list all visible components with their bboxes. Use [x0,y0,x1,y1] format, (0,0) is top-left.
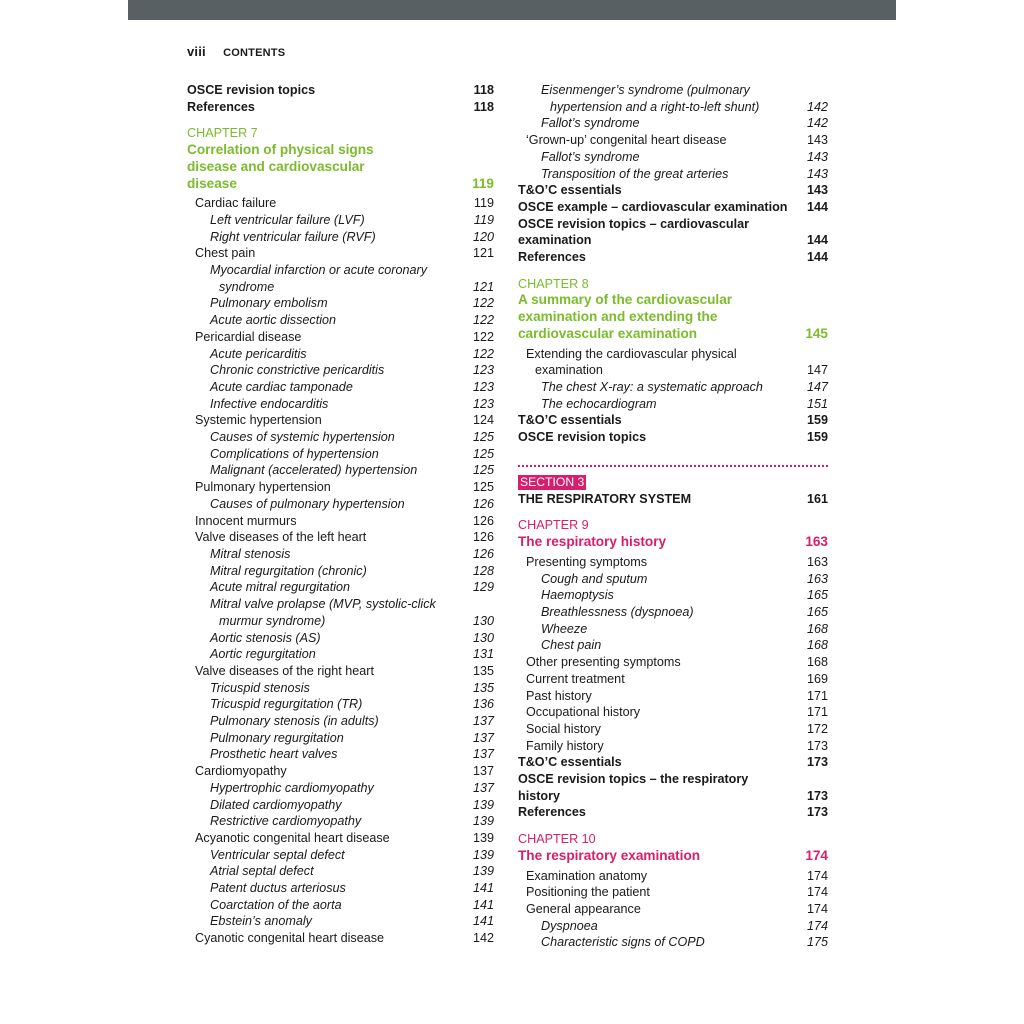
toc-entry[interactable]: Mitral stenosis 126 [210,546,494,561]
toc-entry[interactable]: Atrial septal defect 139 [210,864,494,879]
toc-entry[interactable]: Pulmonary hypertension 125 [195,480,494,495]
toc-entry[interactable]: Mitral valve prolapse (MVP, systolic-click murmur syndrome) 130 [210,597,494,628]
toc-entry[interactable]: Acute mitral regurgitation 129 [210,580,494,595]
toc-entry[interactable]: Past history 171 [526,688,828,703]
toc-entry[interactable]: Myocardial infarction or acute coronary syndrome 121 [210,263,494,294]
chapter-8-label: CHAPTER 8 [518,276,589,291]
toc-entry[interactable]: The chest X-ray: a systematic approach 147 [541,379,828,394]
toc-entry[interactable]: Coarctation of the aorta 141 [210,897,494,912]
chapter-10-title[interactable]: The respiratory examination 174 [518,847,828,863]
toc-entry[interactable]: Restrictive cardiomyopathy 139 [210,814,494,829]
toc-entry[interactable]: OSCE revision topics 118 [187,83,494,97]
chapter-10-label: CHAPTER 10 [518,832,596,847]
toc-entry[interactable]: OSCE revision topics – cardiovascular examination 144 [518,216,828,248]
toc-entry[interactable]: Fallot’s syndrome 142 [541,116,828,131]
toc-left-column [187,82,494,947]
toc-entry[interactable]: Cardiomyopathy 137 [195,764,494,779]
chapter-9-title[interactable]: The respiratory history 163 [518,534,828,550]
toc-entry[interactable]: Pericardial disease 122 [195,329,494,344]
toc-entry[interactable]: General appearance 174 [526,901,828,916]
toc-right-column [518,82,828,951]
toc-entry[interactable]: Tricuspid stenosis 135 [210,680,494,695]
chapter-7-title[interactable]: Correlation of physical signs disease and cardiovascular disease 119 [187,142,494,191]
toc-entry[interactable]: References 144 [518,250,828,265]
section-3-badge: SECTION 3 [520,474,585,489]
toc-entry[interactable]: Causes of pulmonary hypertension 126 [210,496,494,511]
toc-entry[interactable]: Current treatment 169 [526,671,828,686]
toc-entry[interactable]: Ebstein’s anomaly 141 [210,914,494,929]
toc-entry[interactable]: References 173 [518,805,828,820]
toc-entry[interactable]: Transposition of the great arteries 143 [541,166,828,181]
toc-entry[interactable]: Occupational history 171 [526,705,828,720]
toc-entry[interactable]: T&O’C essentials 159 [518,413,828,428]
toc-entry[interactable]: Aortic stenosis (AS) 130 [210,630,494,645]
toc-entry[interactable]: Chest pain 121 [195,246,494,261]
toc-entry[interactable]: Characteristic signs of COPD 175 [541,935,828,950]
toc-entry[interactable]: Cardiac failure 119 [195,196,494,211]
toc-entry[interactable]: Cyanotic congenital heart disease 142 [195,931,494,946]
toc-entry[interactable]: Pulmonary embolism 122 [210,296,494,311]
toc-entry[interactable]: Acute pericarditis 122 [210,346,494,361]
toc-entry[interactable]: Breathlessness (dyspnoea) 165 [541,604,828,619]
toc-entry[interactable]: OSCE revision topics – the respiratory history 173 [518,772,828,803]
toc-entry[interactable]: Right ventricular failure (RVF) 120 [210,229,494,244]
toc-entry[interactable]: Tricuspid regurgitation (TR) 136 [210,697,494,712]
toc-entry[interactable]: Left ventricular failure (LVF) 119 [210,212,494,227]
chapter-7-label: CHAPTER 7 [187,126,258,141]
toc-entry[interactable]: Dyspnoea 174 [541,918,828,933]
toc-entry[interactable]: Valve diseases of the right heart 135 [195,663,494,678]
toc-entry[interactable]: Extending the cardiovascular physical examination 147 [526,346,828,378]
toc-entry[interactable]: Complications of hypertension 125 [210,446,494,461]
toc-entry[interactable]: Causes of systemic hypertension 125 [210,430,494,445]
toc-entry[interactable]: Other presenting symptoms 168 [526,655,828,670]
toc-entry[interactable]: Haemoptysis 165 [541,588,828,603]
toc-entry[interactable]: Presenting symptoms 163 [526,554,828,569]
toc-entry[interactable]: Family history 173 [526,738,828,753]
toc-entry[interactable]: Ventricular septal defect 139 [210,847,494,862]
toc-entry[interactable]: OSCE example – cardiovascular examination 144 [518,199,828,214]
toc-entry[interactable]: Malignant (accelerated) hypertension 125 [210,463,494,478]
toc-entry[interactable]: Examination anatomy 174 [526,868,828,883]
toc-entry[interactable]: T&O’C essentials 173 [518,755,828,770]
toc-entry[interactable]: Innocent murmurs 126 [195,513,494,528]
toc-entry[interactable]: Mitral regurgitation (chronic) 128 [210,563,494,578]
toc-entry[interactable]: Acute aortic dissection 122 [210,313,494,328]
toc-entry[interactable]: Pulmonary regurgitation 137 [210,730,494,745]
toc-entry[interactable]: OSCE revision topics 159 [518,430,828,445]
toc-entry[interactable]: T&O’C essentials 143 [518,183,828,198]
toc-entry[interactable]: Pulmonary stenosis (in adults) 137 [210,714,494,729]
toc-entry[interactable]: Fallot’s syndrome 143 [541,149,828,164]
header-title: CONTENTS [223,47,286,59]
toc-entry[interactable]: Eisenmenger’s syndrome (pulmonary hypertension and a right-to-left shunt) 142 [541,83,828,114]
toc-entry[interactable]: Dilated cardiomyopathy 139 [210,797,494,812]
toc-entry[interactable]: Hypertrophic cardiomyopathy 137 [210,780,494,795]
toc-entry[interactable]: Infective endocarditis 123 [210,396,494,411]
toc-entry[interactable]: Acyanotic congenital heart disease 139 [195,830,494,845]
chapter-8-title[interactable]: A summary of the cardiovascular examination and extending the cardiovascular examination 145 [518,292,828,341]
toc-entry[interactable]: References 118 [187,99,494,114]
section-divider [518,465,828,467]
section-3-title[interactable]: THE RESPIRATORY SYSTEM 161 [518,491,828,506]
chapter-9-label: CHAPTER 9 [518,518,589,533]
toc-entry[interactable]: Aortic regurgitation 131 [210,647,494,662]
toc-entry[interactable]: Chronic constrictive pericarditis 123 [210,363,494,378]
toc-entry[interactable]: Systemic hypertension 124 [195,413,494,428]
top-color-bar [128,0,896,20]
toc-entry[interactable]: Social history 172 [526,721,828,736]
toc-entry[interactable]: Positioning the patient 174 [526,885,828,900]
toc-entry[interactable]: The echocardiogram 151 [541,396,828,411]
toc-entry[interactable]: Wheeze 168 [541,621,828,636]
toc-entry[interactable]: Valve diseases of the left heart 126 [195,530,494,545]
header-page-number: viii [187,44,206,59]
toc-entry[interactable]: Prosthetic heart valves 137 [210,747,494,762]
running-header [187,44,285,59]
toc-entry[interactable]: Chest pain 168 [541,638,828,653]
toc-entry[interactable]: Acute cardiac tamponade 123 [210,379,494,394]
toc-entry[interactable]: Patent ductus arteriosus 141 [210,881,494,896]
toc-entry[interactable]: ‘Grown-up’ congenital heart disease 143 [526,133,828,148]
toc-entry[interactable]: Cough and sputum 163 [541,571,828,586]
